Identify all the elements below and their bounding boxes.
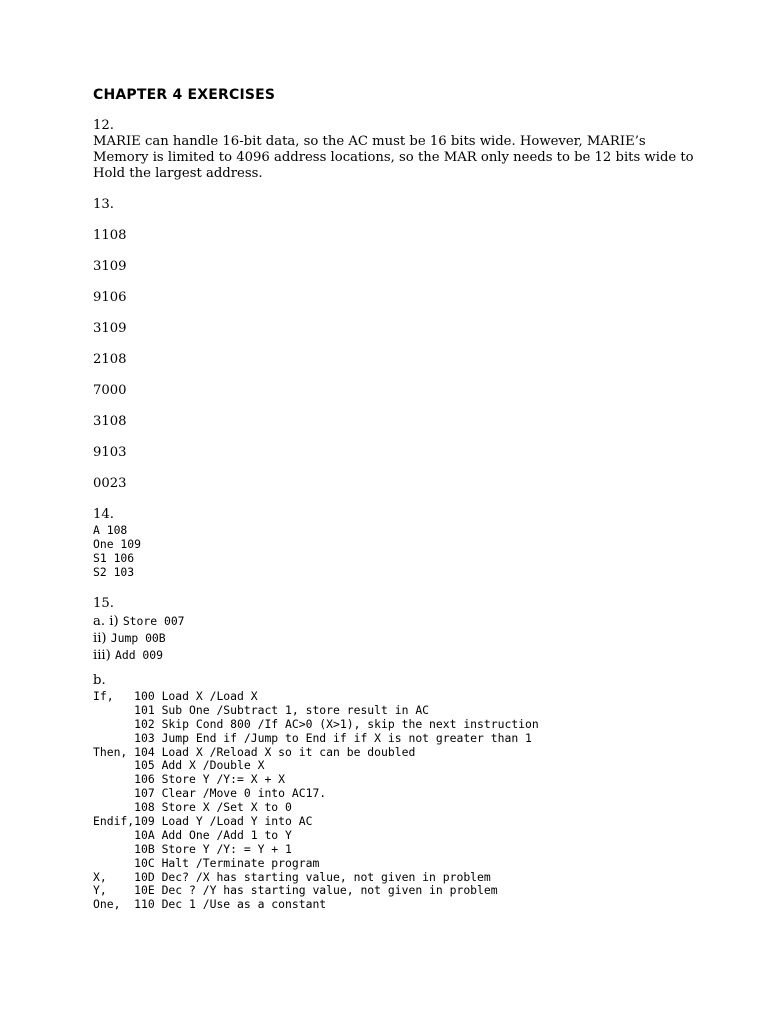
code-line: 107 Clear /Move 0 into AC17. [93, 786, 327, 801]
chapter-title: CHAPTER 4 EXERCISES [93, 87, 276, 103]
q12-line: Hold the largest address. [93, 166, 263, 181]
q13-value: 9106 [93, 290, 127, 305]
q13-value: 3109 [93, 259, 127, 274]
q15-part-code: Store 007 [122, 614, 185, 628]
q14-line: One 109 [93, 537, 142, 551]
code-line: 10A Add One /Add 1 to Y [93, 827, 292, 842]
q13-value: 2108 [93, 352, 127, 367]
code-line: 102 Skip Cond 800 /If AC>0 (X>1), skip the next instruction [93, 716, 539, 731]
q12-line: MARIE can handle 16-bit data, so the AC must be 16 bits wide. However, MARIE’s [93, 134, 646, 149]
code-line: 106 Store Y /Y:= X + X [93, 772, 286, 787]
q14-answer [93, 523, 733, 579]
q15-part-prefix: ii) [93, 631, 111, 646]
q15-part-code: Add 009 [115, 648, 164, 662]
q14-number: 14. [93, 507, 114, 522]
code-line: Endif,109 Load Y /Load Y into AC [93, 814, 313, 829]
q14-line: S2 103 [93, 565, 135, 579]
q15-number: 15. [93, 596, 114, 611]
q15-part-a-iii [93, 647, 733, 664]
q13-value: 3108 [93, 414, 127, 429]
q15-part-b-label: b. [93, 673, 106, 688]
q15-section [93, 596, 733, 911]
document-page [93, 86, 733, 911]
q13-value: 9103 [93, 445, 127, 460]
code-line: 108 Store X /Set X to 0 [93, 800, 292, 815]
code-line: 101 Sub One /Subtract 1, store result in AC [93, 702, 430, 717]
q15-part-prefix: iii) [93, 648, 115, 663]
marie-program-listing [93, 689, 733, 911]
q15-part-a-ii [93, 630, 733, 647]
code-line: X, 10D Dec? /X has starting value, not given in problem [93, 869, 491, 884]
code-line: 10C Halt /Terminate program [93, 855, 320, 870]
code-line: 105 Add X /Double X [93, 758, 265, 773]
q13-value: 3109 [93, 321, 127, 336]
q13-value: 7000 [93, 383, 127, 398]
q12-answer [93, 134, 733, 182]
q14-line: S1 106 [93, 551, 135, 565]
q14-line: A 108 [93, 523, 128, 537]
q13-number: 13. [93, 197, 114, 212]
q15-part-a-i [93, 613, 733, 630]
q15-part-prefix: a. i) [93, 614, 123, 629]
code-line: One, 110 Dec 1 /Use as a constant [93, 897, 327, 912]
q15-part-code: Jump 00B [110, 631, 166, 645]
code-line: 10B Store Y /Y: = Y + 1 [93, 841, 292, 856]
q13-value: 0023 [93, 476, 127, 491]
code-line: 103 Jump End if /Jump to End if if X is not greater than 1 [93, 730, 532, 745]
code-line: Y, 10E Dec ? /Y has starting value, not given in problem [93, 883, 498, 898]
code-line: If, 100 Load X /Load X [93, 689, 258, 703]
code-line: Then, 104 Load X /Reload X so it can be doubled [93, 744, 416, 759]
q12-line: Memory is limited to 4096 address locations, so the MAR only needs to be 12 bits wide to [93, 150, 694, 165]
q13-value: 1108 [93, 228, 127, 243]
q12-number: 12. [93, 118, 114, 133]
